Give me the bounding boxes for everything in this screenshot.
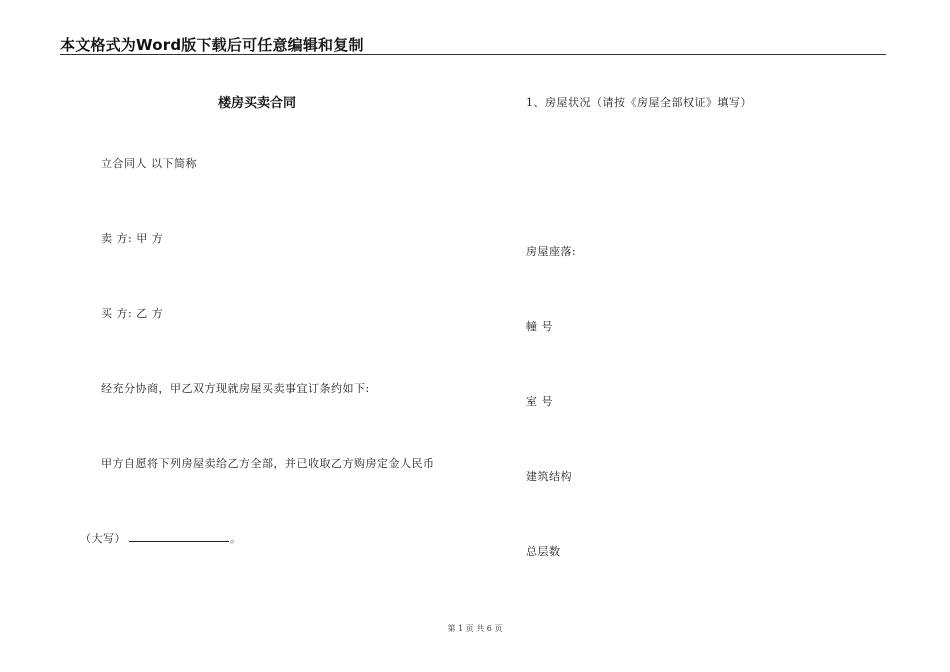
header-divider [60, 54, 886, 55]
header-banner: 本文格式为Word版下载后可任意编辑和复制 [60, 36, 364, 54]
seller-line: 卖 方: 甲 方 [101, 232, 164, 245]
agreement-intro-line: 经充分协商，甲乙双方现就房屋买卖事宜订条约如下: [101, 382, 370, 395]
document-title: 楼房买卖合同 [218, 96, 297, 111]
property-status-heading: 1、房屋状况（请按《房屋全部权证》填写） [526, 96, 752, 109]
amount-line-end: 。 [230, 532, 242, 545]
page-indicator: 第 1 页 共 6 页 [447, 624, 503, 633]
building-number-line: 幢 号 [526, 320, 553, 333]
amount-in-words-label: （大写） [80, 532, 126, 545]
buyer-line: 买 方: 乙 方 [101, 307, 164, 320]
amount-blank-field [129, 541, 229, 542]
property-location-line: 房屋座落: [526, 245, 577, 258]
contract-parties-line: 立合同人 以下简称 [101, 157, 197, 170]
room-number-line: 室 号 [526, 395, 553, 408]
building-structure-line: 建筑结构 [526, 470, 572, 483]
total-floors-line: 总层数 [526, 545, 561, 558]
amount-in-words-line [80, 530, 242, 546]
deposit-line: 甲方自愿将下列房屋卖给乙方全部，并已收取乙方购房定金人民币 [101, 457, 435, 470]
